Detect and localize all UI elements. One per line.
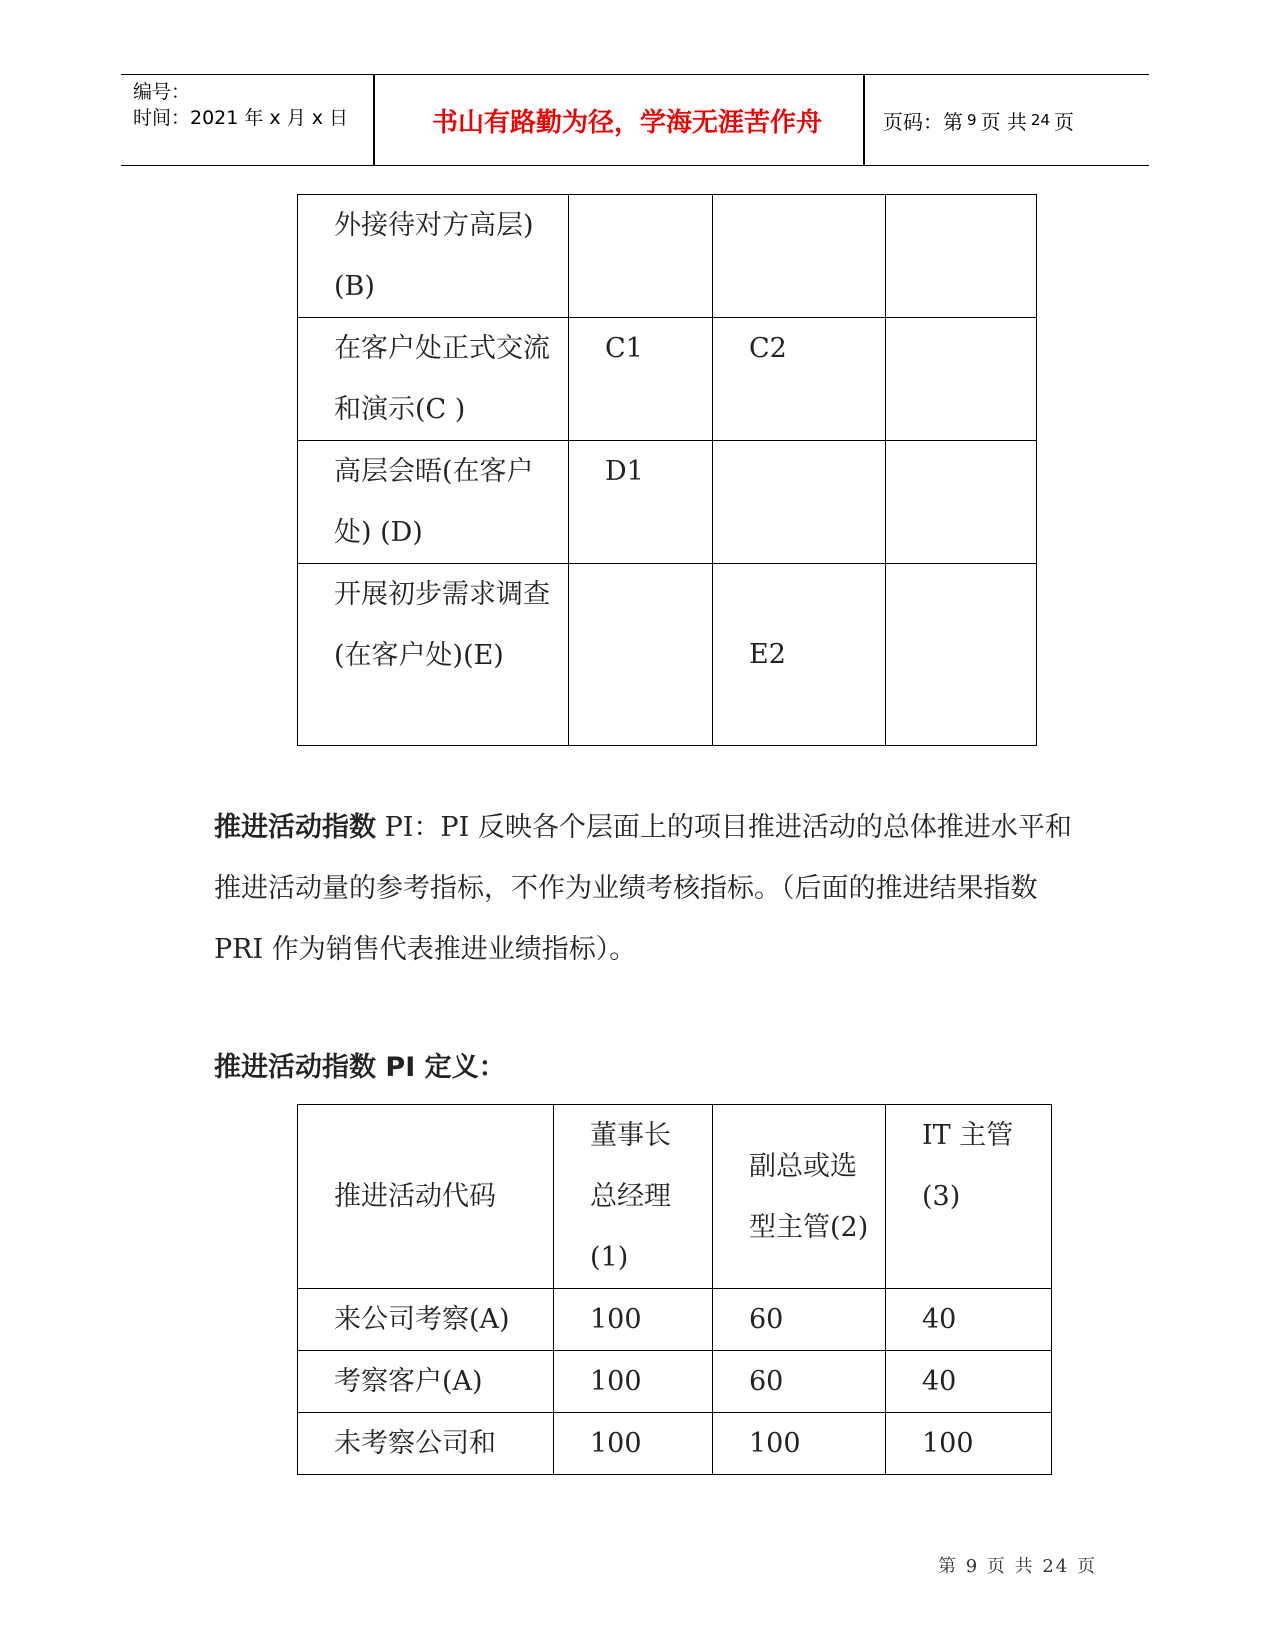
table-cell: 100 [713,1413,886,1475]
table-header-cell: 董事长总经理(1) [554,1105,713,1289]
activity-matrix-table [297,194,1037,746]
table-cell: E2 [713,564,886,746]
table-row [298,564,1037,746]
table-cell [886,318,1037,441]
table-row [298,1289,1052,1351]
table-cell: 60 [713,1351,886,1413]
table-header-cell: IT 主管(3) [886,1105,1052,1289]
table-cell [713,441,886,564]
table-cell-label: 外接待对方高层)(B) [298,195,569,318]
table-cell: 未考察公司和 [298,1413,554,1475]
table-cell: D1 [569,441,713,564]
table-header-row [298,1105,1052,1289]
table-row [298,318,1037,441]
table-cell-label: 在客户处正式交流和演示(C ) [298,318,569,441]
page-suffix: 页 [1054,109,1074,134]
table-row [298,195,1037,318]
page-total: 24 [1030,111,1050,129]
table-cell: 100 [554,1351,713,1413]
table-cell: 100 [554,1413,713,1475]
page-current: 9 [967,111,977,129]
document-time-label: 时间：2021 年 x 月 x 日 [133,107,349,129]
table-cell: C2 [713,318,886,441]
page-prefix: 页码：第 [883,109,963,134]
table-cell: C1 [569,318,713,441]
table-cell [569,195,713,318]
pi-heading-code: PI [384,812,414,843]
table-cell [569,564,713,746]
table-header-cell: 推进活动代码 [298,1105,554,1289]
header-meta [133,79,348,131]
table-cell [713,195,886,318]
document-number-label: 编号： [133,81,191,103]
header-divider [373,75,375,165]
page-footer: 第 9 页 共 24 页 [938,1556,1097,1577]
table-cell [886,441,1037,564]
header-motto: 书山有路勤为径，学海无涯苦作舟 [431,107,822,138]
table-cell: 100 [886,1413,1052,1475]
table-row [298,1351,1052,1413]
table-row [298,441,1037,564]
pi-heading: 推进活动指数 [214,812,376,843]
page-header [121,74,1149,166]
table-cell [886,195,1037,318]
table-cell: 40 [886,1289,1052,1351]
table-cell [886,564,1037,746]
table-cell: 来公司考察(A) [298,1289,554,1351]
table-cell: 100 [554,1289,713,1351]
table-cell-label: 开展初步需求调查(在客户处)(E) [298,564,569,746]
table-cell: 60 [713,1289,886,1351]
table-header-cell: 副总或选型主管(2) [713,1105,886,1289]
header-page-info [883,75,1074,165]
table-cell-label: 高层会晤(在客户处) (D) [298,441,569,564]
table-row [298,1413,1052,1475]
table-cell: 考察客户(A) [298,1351,554,1413]
pi-description-paragraph [214,797,1094,980]
pi-body: ：PI 反映各个层面上的项目推进活动的总体推进水平和推进活动量的参考指标，不作为业绩考核指标。（后面的推进结果指数 PRI 作为销售代表推进业绩指标）。 [214,812,1072,965]
page-mid: 页 共 [980,109,1027,134]
table-cell: 40 [886,1351,1052,1413]
header-divider [863,75,865,165]
pi-definition-heading: 推进活动指数 PI 定义： [214,1052,506,1083]
pi-definition-table [297,1104,1052,1475]
